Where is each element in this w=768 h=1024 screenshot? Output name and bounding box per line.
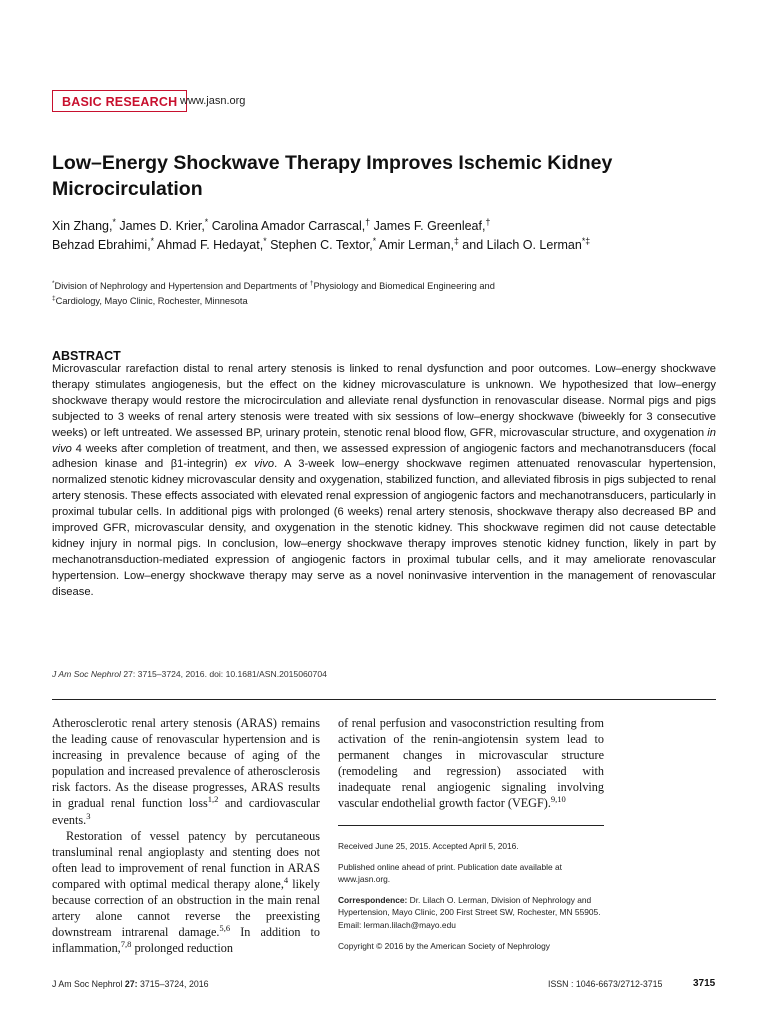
author-list — [52, 217, 712, 255]
author: Behzad Ebrahimi,* — [52, 235, 155, 252]
author: and Lilach O. Lerman*‡ — [462, 235, 591, 252]
section-badge: BASIC RESEARCH — [52, 90, 187, 112]
article-title: Low–Energy Shockwave Therapy Improves Ischemic Kidney Microcirculation — [52, 152, 613, 200]
page-number: 3715 — [693, 978, 716, 989]
author: Stephen C. Textor,* — [270, 235, 377, 252]
body-paragraph: Restoration of vessel patency by percutaneous transluminal renal angioplasty and stenting does not often lead to improvement of renal function in ARAS compared with optimal medical therapy alone,$^4$ likely because correction of an obstruction in the main renal artery alone cannot reverse the preexisting downstream intrarenal damage.$^{5,6}$ In addition to inflammation,$^{7,8}$ prolonged reduction — [52, 828, 320, 956]
body-column-right: of renal perfusion and vasoconstriction resulting from activation of the renin-angiotensin system lead to permanent changes in microvascular structure (remodeling and regression) associated with inadequate renal angiogenic signaling involving vascular endothelial growth factor (VEGF).$^{9,10}$ — [338, 716, 604, 811]
article-info-box — [338, 840, 604, 960]
author: James D. Krier,* — [119, 216, 209, 233]
abstract-heading: ABSTRACT — [52, 349, 121, 363]
affiliations: *Division of Nephrology and Hypertension and Departments of †Physiology and Biomedical Engineering and ‡Cardiology, Mayo Clinic, Rochester, Minnesota — [52, 279, 495, 306]
correspondence: Correspondence: Dr. Lilach O. Lerman, Division of Nephrology and Hypertension, Mayo Clinic, 200 First Street SW, Rochester, MN 55905. Email: lerman.lilach@mayo.edu — [338, 894, 601, 930]
received-date: Received June 25, 2015. Accepted April 5, 2016. — [338, 841, 519, 851]
author: Amir Lerman,‡ — [378, 235, 459, 252]
author: James F. Greenleaf,† — [373, 216, 491, 233]
copyright: Copyright © 2016 by the American Society of Nephrology — [338, 940, 550, 951]
abstract-body: Microvascular rarefaction distal to renal artery stenosis is linked to renal dysfunction and poor outcomes. Low–energy shockwave therapy stimulates angiogenesis, but the effect on the kidney microvasculature is unknown. We hypothesized that low–energy shockwave therapy would restore the microcirculation and alleviate renal dysfunction in renovascular disease. Normal pigs and pigs subjected to 3 weeks of renal artery stenosis were treated with six sessions of low–energy shockwave (biweekly for 3 consecutive weeks) or left untreated. We assessed BP, urinary protein, stenotic renal blood flow, GFR, microvascular structure, and oxygenation in vivo 4 weeks after completion of treatment, and then, we assessed expression of angiogenic factors and mechanotransducers (focal adhesion kinase and β1-integrin) ex vivo. A 3-week low–energy shockwave regimen attenuated renovascular hypertension, normalized stenotic kidney microvascular density and oxygenation, stabilized function, and alleviated fibrosis in pigs subjected to renal artery stenosis. These effects associated with elevated renal expression of angiogenic factors and mechanotransducers, particularly in proximal tubular cells. In additional pigs with prolonged (6 weeks) renal artery stenosis, shockwave therapy also decreased BP and improved GFR, microvascular density, and oxygenation in the stenotic kidney. This shockwave regimen did not cause detectable kidney injury in normal pigs. In conclusion, low–energy shockwave therapy improves stenotic kidney function, likely in part by mechanotransduction-mediated expression of angiogenic factors in proximal tubular cells, and it may ameliorate renovascular hypertension. Low–energy shockwave therapy may serve as a novel noninvasive intervention in the management of renovascular disease. — [52, 363, 716, 598]
info-box-divider — [338, 825, 604, 826]
journal-website[interactable]: www.jasn.org — [180, 95, 246, 107]
citation-line: J Am Soc Nephrol 27: 3715–3724, 2016. doi: 10.1681/ASN.2015060704 — [52, 669, 327, 679]
author: Xin Zhang,* — [52, 216, 116, 233]
body-column-left — [52, 715, 320, 956]
published-note: Published online ahead of print. Publication date available at www.jasn.org. — [338, 861, 562, 885]
section-divider — [52, 699, 716, 700]
author: Carolina Amador Carrascal,† — [211, 216, 371, 233]
footer-issn: ISSN : 1046-6673/2712-3715 — [548, 979, 663, 989]
footer-citation: J Am Soc Nephrol 27: 3715–3724, 2016 — [52, 979, 209, 989]
body-paragraph: Atherosclerotic renal artery stenosis (ARAS) remains the leading cause of renovascular hypertension and is increasing in prevalence because of aging of the population and increased prevalence of atherosclerosis risk factors. As the disease progresses, ARAS results in gradual renal function loss$^{1,2}$ and cardiovascular events.$^3$ — [52, 716, 320, 827]
author: Ahmad F. Hedayat,* — [156, 235, 267, 252]
